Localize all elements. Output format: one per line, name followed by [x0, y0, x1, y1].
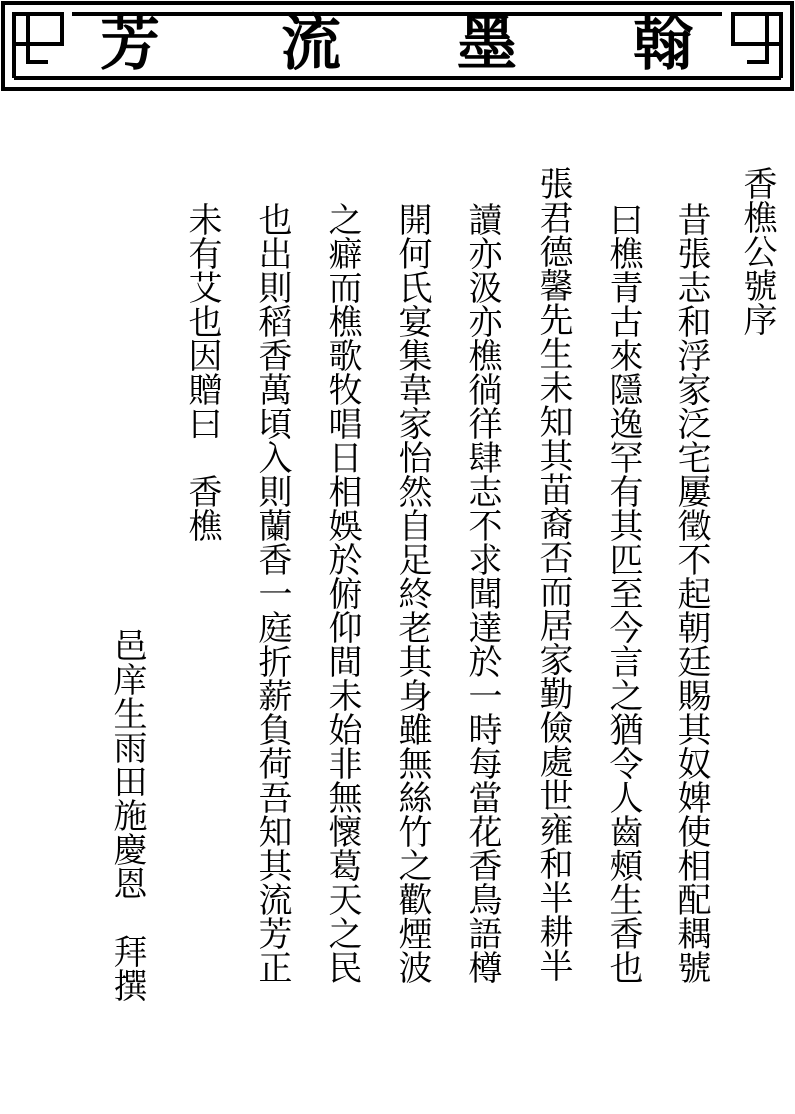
- text-column-4: 讀亦汲亦樵徜徉肆志不求聞達於一時每當花香鳥語樽: [462, 202, 502, 984]
- text-column-8: 未有艾也因贈曰 香樵: [182, 202, 222, 542]
- title-char-3: 墨: [457, 9, 517, 79]
- text-column-1: 昔張志和浮家泛宅屢徵不起朝廷賜其奴婢使相配耦號: [671, 202, 711, 984]
- text-column-7: 也出則稻香萬頃入則蘭香一庭折薪負荷吾知其流芳正: [252, 202, 292, 984]
- text-column-2: 曰樵青古來隱逸罕有其匹至今言之猶令人齒頰生香也: [603, 202, 643, 984]
- text-column-title: 香樵公號序: [737, 166, 777, 336]
- text-column-5: 開何氏宴集韋家怡然自足終老其身雖無絲竹之歡煙波: [392, 202, 432, 984]
- text-column-6: 之癖而樵歌牧唱日相娛於俯仰間未始非無懷葛天之民: [322, 202, 362, 984]
- title-banner: [0, 0, 795, 92]
- author-signature-column: 邑庠生雨田施慶恩 拜撰: [107, 628, 147, 1002]
- title-char-4: 翰: [633, 9, 693, 79]
- title-char-2: 流: [281, 9, 341, 79]
- text-column-3: 張君德馨先生未知其苗裔否而居家勤儉處世雍和半耕半: [533, 166, 573, 982]
- title-char-1: 芳: [100, 9, 160, 79]
